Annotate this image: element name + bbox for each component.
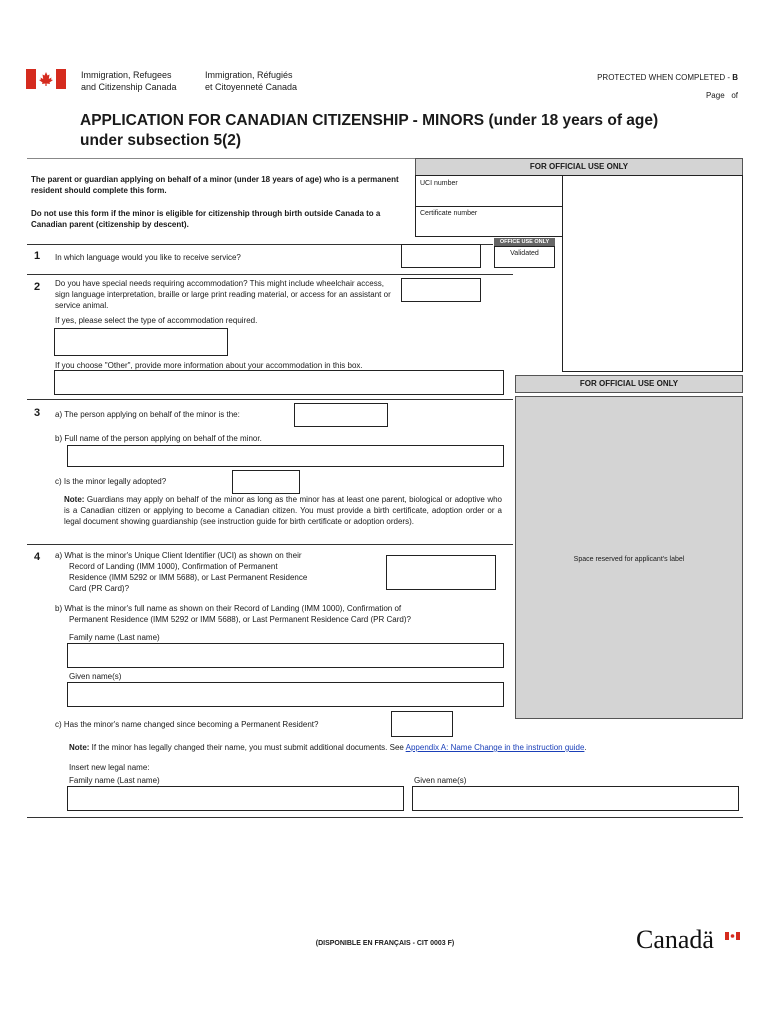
wordmark-flag-icon <box>725 927 740 935</box>
q3b-label: b) Full name of the person applying on behalf of the minor. <box>55 434 262 443</box>
q2-label: Do you have special needs requiring accommodation? This might include wheelchair access, sign language interpretation, braille or large print reading material, or access for an assistant or service animal. <box>55 279 391 310</box>
office-use-only-tag: OFFICE USE ONLY <box>494 238 555 247</box>
canada-wordmark: Canadä <box>636 925 746 955</box>
applicant-label-text: Space reserved for applicant's label <box>573 556 685 563</box>
special-needs-select[interactable] <box>401 278 481 302</box>
official-use-right-box <box>562 175 743 372</box>
q4a-label: a) What is the minor's Unique Client Identifier (UCI) as shown on their Record of Landing (IMM 1000), Confirmation of Permanent Residence (IMM 5292 or IMM 5688), or Last Permanent Residence Card (PR Card)? <box>55 551 308 593</box>
applicant-full-name-input[interactable] <box>67 445 504 467</box>
insert-new-name-label: Insert new legal name: <box>69 763 150 772</box>
page-number: Page of <box>705 91 738 100</box>
certificate-number-label: Certificate number <box>420 210 478 217</box>
q3a-label: a) The person applying on behalf of the minor is the: <box>55 410 240 419</box>
accommodation-type-select[interactable] <box>54 328 228 356</box>
validated-label: Validated <box>510 250 539 257</box>
q3c-label: c) Is the minor legally adopted? <box>55 477 167 486</box>
divider <box>27 399 513 400</box>
new-family-name-input[interactable] <box>67 786 404 811</box>
french-availability: (DISPONIBLE EN FRANÇAIS - CIT 0003 F) <box>315 940 455 947</box>
appendix-a-link[interactable]: Appendix A: Name Change in the instruction guide <box>405 743 585 752</box>
page-title: APPLICATION FOR CANADIAN CITIZENSHIP - MINORS (under 18 years of age) under subsection 5(2) <box>80 112 659 149</box>
question-number: 4 <box>34 551 41 563</box>
divider <box>27 274 513 275</box>
family-name-label: Family name (Last name) <box>69 633 160 642</box>
new-given-name-label: Given name(s) <box>414 776 467 785</box>
department-name-en: Immigration, Refugees and Citizenship Canada <box>81 70 177 92</box>
divider <box>27 817 743 818</box>
question-number: 3 <box>34 407 41 419</box>
q2-sub-label: If yes, please select the type of accommodation required. <box>55 316 258 325</box>
given-name-input[interactable] <box>67 682 504 707</box>
department-name-fr: Immigration, Réfugiés et Citoyenneté Canada <box>205 70 298 92</box>
given-name-label: Given name(s) <box>69 672 122 681</box>
question-number: 1 <box>34 250 41 262</box>
intro-warning: Do not use this form if the minor is eligible for citizenship through birth outside Canada to a Canadian parent (citizenship by descent). <box>31 209 381 229</box>
uci-number-label: UCI number <box>420 180 458 187</box>
language-select[interactable] <box>401 244 481 268</box>
applicant-relationship-select[interactable] <box>294 403 388 427</box>
q4-note: Note: If the minor has legally changed their name, you must submit additional documents. See Appendix A: Name Change in the instruction guide. <box>69 743 587 752</box>
name-changed-select[interactable] <box>391 711 453 737</box>
new-family-name-label: Family name (Last name) <box>69 776 160 785</box>
official-use-header: FOR OFFICIAL USE ONLY <box>415 158 743 176</box>
question-number: 2 <box>34 281 41 293</box>
accommodation-other-input[interactable] <box>54 370 504 395</box>
q2-other-label: If you choose "Other", provide more information about your accommodation in this box. <box>55 361 363 370</box>
q4c-label: c) Has the minor's name changed since becoming a Permanent Resident? <box>55 720 319 729</box>
protected-label: PROTECTED WHEN COMPLETED - B <box>597 73 738 82</box>
q1-label: In which language would you like to receive service? <box>55 253 241 262</box>
family-name-input[interactable] <box>67 643 504 668</box>
q3-note: Note: Guardians may apply on behalf of the minor as long as the minor has at least one parent, biological or adoptive who is a Canadian citizen or applying to become a Canadian citizen. You must provide a birth certificate, adoption order or a legal document showing guardianship (see instruction guide for birth certificate or adoption orders). <box>64 495 502 526</box>
q4b-label: b) What is the minor's full name as shown on their Record of Landing (IMM 1000), Confirmation of Permanent Residence (IMM 5292 or IMM 5688), or Last Permanent Residence Card (PR Card)? <box>55 604 411 624</box>
new-given-name-input[interactable] <box>412 786 739 811</box>
intro-paragraph: The parent or guardian applying on behalf of a minor (under 18 years of age) who is a permanent resident should complete this form. <box>31 175 399 195</box>
official-use-header-2: FOR OFFICIAL USE ONLY <box>515 375 743 393</box>
minor-uci-input[interactable] <box>386 555 496 590</box>
canada-flag-icon <box>26 69 66 89</box>
adopted-select[interactable] <box>232 470 300 494</box>
divider <box>27 544 513 545</box>
